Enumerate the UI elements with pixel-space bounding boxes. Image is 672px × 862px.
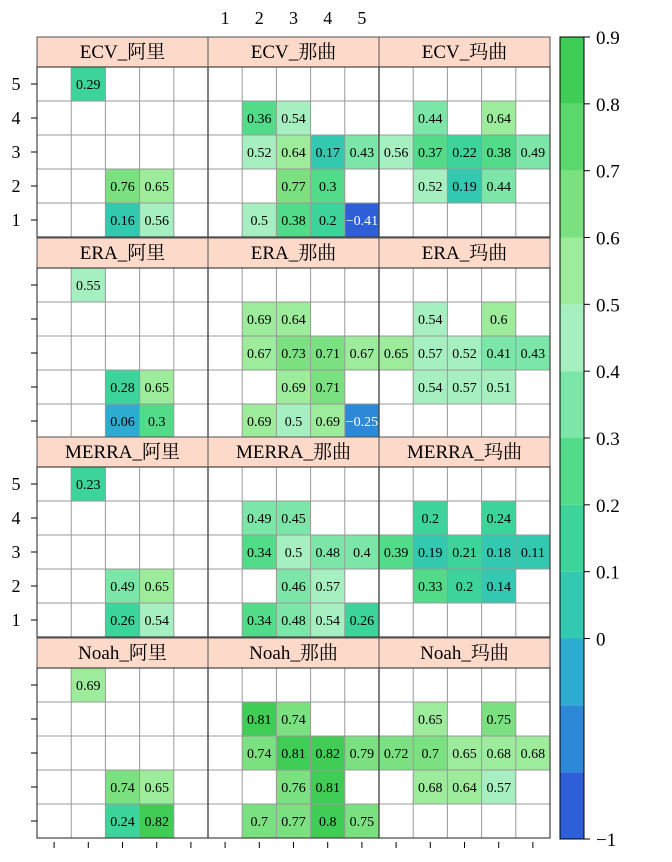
row-tick-label: 4 (11, 108, 21, 128)
cell-value-label: 0.54 (281, 112, 306, 127)
cell-value-label: 0.44 (418, 112, 443, 127)
cell-value-label: 0.7 (421, 747, 440, 762)
cell-value-label: 0.52 (247, 146, 272, 161)
cell-value-label: 0.14 (486, 580, 511, 595)
row-tick-label: 1 (11, 210, 21, 230)
colorbar-band (560, 639, 584, 706)
row-tick-label: 2 (11, 576, 21, 596)
panel-title: Noah_那曲 (249, 643, 338, 664)
cell-value-label: 0.52 (452, 347, 477, 362)
cell-value-label: 0.48 (281, 614, 306, 629)
cell-value-label: 0.5 (250, 214, 269, 229)
cell-value-label: 0.8 (318, 815, 337, 830)
cell-value-label: 0.65 (452, 747, 477, 762)
colorbar-band (560, 705, 584, 772)
colorbar-tick-label: 0.3 (596, 429, 620, 450)
colorbar-band (560, 104, 584, 171)
panel-title: Noah_阿里 (78, 643, 167, 664)
row-tick-label: 5 (11, 74, 21, 94)
panel-title: MERRA_玛曲 (406, 442, 523, 463)
cell-value-label: 0.57 (315, 580, 340, 595)
cell-value-label: 0.29 (76, 78, 101, 93)
cell-value-label: 0.43 (520, 347, 546, 362)
colorbar-tick-label: 0.8 (596, 94, 620, 116)
cell-value-label: 0.68 (486, 747, 511, 762)
cell-value-label: 0.2 (421, 512, 440, 527)
colorbar-band (560, 572, 584, 639)
cell-value-label: 0.21 (452, 546, 477, 561)
row-tick-label: 3 (11, 142, 21, 162)
cell-value-label: 0.23 (76, 478, 101, 493)
cell-value-label: 0.81 (315, 781, 340, 796)
cell-value-label: 0.56 (144, 214, 169, 229)
cell-value-label: 0.2 (455, 580, 474, 595)
cell-value-label: 0.16 (110, 214, 135, 229)
cell-value-label: 0.3 (147, 415, 166, 430)
cell-value-label: 0.22 (452, 146, 477, 161)
cell-value-label: 0.52 (418, 180, 443, 195)
cell-value-label: 0.55 (76, 279, 101, 294)
cell-value-label: 0.71 (315, 347, 340, 362)
colorbar-band (560, 304, 584, 371)
cell-value-label: 0.37 (418, 146, 443, 161)
cell-value-label: 0.69 (76, 679, 101, 694)
cell-value-label: 0.51 (486, 381, 511, 396)
colorbar-tick-label: −1 (596, 830, 617, 851)
cell-value-label: 0.67 (349, 347, 375, 362)
panel-title: ECV_玛曲 (421, 42, 508, 63)
cell-value-label: 0.41 (486, 347, 511, 362)
cell-value-label: 0.74 (110, 781, 135, 796)
colorbar-band (560, 238, 584, 305)
cell-value-label: −0.41 (345, 214, 379, 229)
colorbar-band (560, 371, 584, 438)
row-tick-label: 4 (11, 508, 21, 528)
cell-value-label: 0.4 (353, 546, 371, 561)
colorbar-tick-label: 0.4 (596, 362, 620, 384)
cell-value-label: 0.67 (247, 347, 272, 362)
cell-value-label: 0.7 (250, 815, 269, 830)
cell-value-label: 0.2 (318, 214, 337, 229)
panel-title: ERA_阿里 (79, 243, 166, 264)
colorbar-tick-label: 0.1 (596, 562, 620, 584)
cell-value-label: 0.18 (486, 546, 511, 561)
cell-value-label: 0.69 (315, 415, 340, 430)
row-tick-label: 2 (11, 176, 21, 196)
cell-value-label: 0.65 (144, 781, 169, 796)
panel-title: ECV_阿里 (79, 42, 166, 63)
cell-value-label: 0.38 (281, 214, 306, 229)
colorbar-band (560, 171, 584, 238)
panel-title: ECV_那曲 (250, 42, 337, 63)
cell-value-label: 0.54 (315, 614, 340, 629)
colorbar-band (560, 37, 584, 104)
cell-value-label: 0.64 (281, 146, 306, 161)
cell-value-label: 0.57 (452, 381, 477, 396)
cell-value-label: 0.79 (349, 747, 375, 762)
cell-value-label: 0.74 (247, 747, 272, 762)
cell-value-label: 0.68 (520, 747, 546, 762)
cell-value-label: 0.33 (418, 580, 443, 595)
cell-value-label: 0.82 (315, 747, 340, 762)
cell-value-label: 0.28 (110, 381, 135, 396)
cell-value-label: 0.44 (486, 180, 511, 195)
cell-value-label: 0.65 (144, 381, 169, 396)
cell-value-label: 0.68 (418, 781, 443, 796)
cell-value-label: −0.25 (345, 415, 379, 430)
cell-value-label: 0.54 (418, 313, 443, 328)
row-tick-label: 3 (11, 542, 21, 562)
cell-value-label: 0.06 (110, 415, 135, 430)
cell-value-label: 0.54 (418, 381, 443, 396)
cell-value-label: 0.48 (315, 546, 340, 561)
cell-value-label: 0.3 (318, 180, 337, 195)
panel-title: MERRA_阿里 (64, 442, 181, 463)
cell-value-label: 0.11 (520, 546, 545, 561)
cell-value-label: 0.73 (281, 347, 306, 362)
cell-value-label: 0.26 (110, 614, 135, 629)
cell-value-label: 0.77 (281, 180, 306, 195)
cell-value-label: 0.82 (144, 815, 169, 830)
cell-value-label: 0.76 (281, 781, 306, 796)
cell-value-label: 0.38 (486, 146, 511, 161)
cell-value-label: 0.26 (349, 614, 375, 629)
colorbar-tick-label: 0.5 (596, 295, 620, 317)
cell-value-label: 0.43 (349, 146, 375, 161)
cell-value-label: 0.46 (281, 580, 306, 595)
panel-title: MERRA_那曲 (235, 442, 352, 463)
column-tick-label: 3 (289, 8, 298, 28)
cell-value-label: 0.49 (247, 512, 272, 527)
cell-value-label: 0.75 (486, 713, 511, 728)
column-tick-label: 1 (220, 8, 230, 28)
cell-value-label: 0.64 (281, 313, 306, 328)
cell-value-label: 0.6 (489, 313, 508, 328)
cell-value-label: 0.69 (247, 313, 272, 328)
panel-title: ERA_那曲 (250, 243, 337, 264)
cell-value-label: 0.64 (486, 112, 511, 127)
colorbar-band (560, 438, 584, 505)
colorbar-tick-label: 0.6 (596, 228, 620, 250)
cell-value-label: 0.19 (418, 546, 443, 561)
colorbar-tick-label: 0.2 (596, 495, 620, 517)
cell-value-label: 0.45 (281, 512, 306, 527)
cell-value-label: 0.39 (383, 546, 409, 561)
cell-value-label: 0.75 (349, 815, 375, 830)
cell-value-label: 0.65 (144, 180, 169, 195)
cell-value-label: 0.54 (144, 614, 169, 629)
colorbar-tick-label: 0.9 (596, 28, 620, 49)
panel-title: Noah_玛曲 (420, 643, 509, 664)
colorbar-tick-label: 0.7 (596, 161, 620, 183)
cell-value-label: 0.17 (315, 146, 340, 161)
cell-value-label: 0.57 (418, 347, 443, 362)
cell-value-label: 0.72 (383, 747, 409, 762)
cell-value-label: 0.65 (418, 713, 443, 728)
panel-title: ERA_玛曲 (421, 243, 508, 264)
cell-value-label: 0.24 (110, 815, 135, 830)
colorbar-band (560, 772, 584, 839)
cell-value-label: 0.36 (247, 112, 272, 127)
cell-value-label: 0.57 (486, 781, 511, 796)
row-tick-label: 5 (11, 474, 21, 494)
column-tick-label: 4 (323, 8, 333, 28)
cell-value-label: 0.5 (284, 546, 303, 561)
cell-value-label: 0.24 (486, 512, 511, 527)
column-tick-label: 5 (357, 8, 367, 28)
cell-value-label: 0.5 (284, 415, 303, 430)
cell-value-label: 0.76 (110, 180, 135, 195)
cell-value-label: 0.65 (144, 580, 169, 595)
cell-value-label: 0.65 (383, 347, 409, 362)
cell-value-label: 0.34 (247, 614, 272, 629)
cell-value-label: 0.19 (452, 180, 477, 195)
row-tick-label: 1 (11, 610, 21, 630)
cell-value-label: 0.69 (281, 381, 306, 396)
cell-value-label: 0.74 (281, 713, 306, 728)
cell-value-label: 0.64 (452, 781, 477, 796)
colorbar-tick-label: 0 (596, 629, 606, 651)
column-tick-label: 2 (254, 8, 264, 28)
cell-value-label: 0.77 (281, 815, 306, 830)
cell-value-label: 0.56 (383, 146, 409, 161)
cell-value-label: 0.69 (247, 415, 272, 430)
cell-value-label: 0.81 (281, 747, 306, 762)
cell-value-label: 0.71 (315, 381, 340, 396)
colorbar-band (560, 505, 584, 572)
cell-value-label: 0.34 (247, 546, 272, 561)
cell-value-label: 0.49 (520, 146, 546, 161)
cell-value-label: 0.49 (110, 580, 135, 595)
cell-value-label: 0.81 (247, 713, 272, 728)
